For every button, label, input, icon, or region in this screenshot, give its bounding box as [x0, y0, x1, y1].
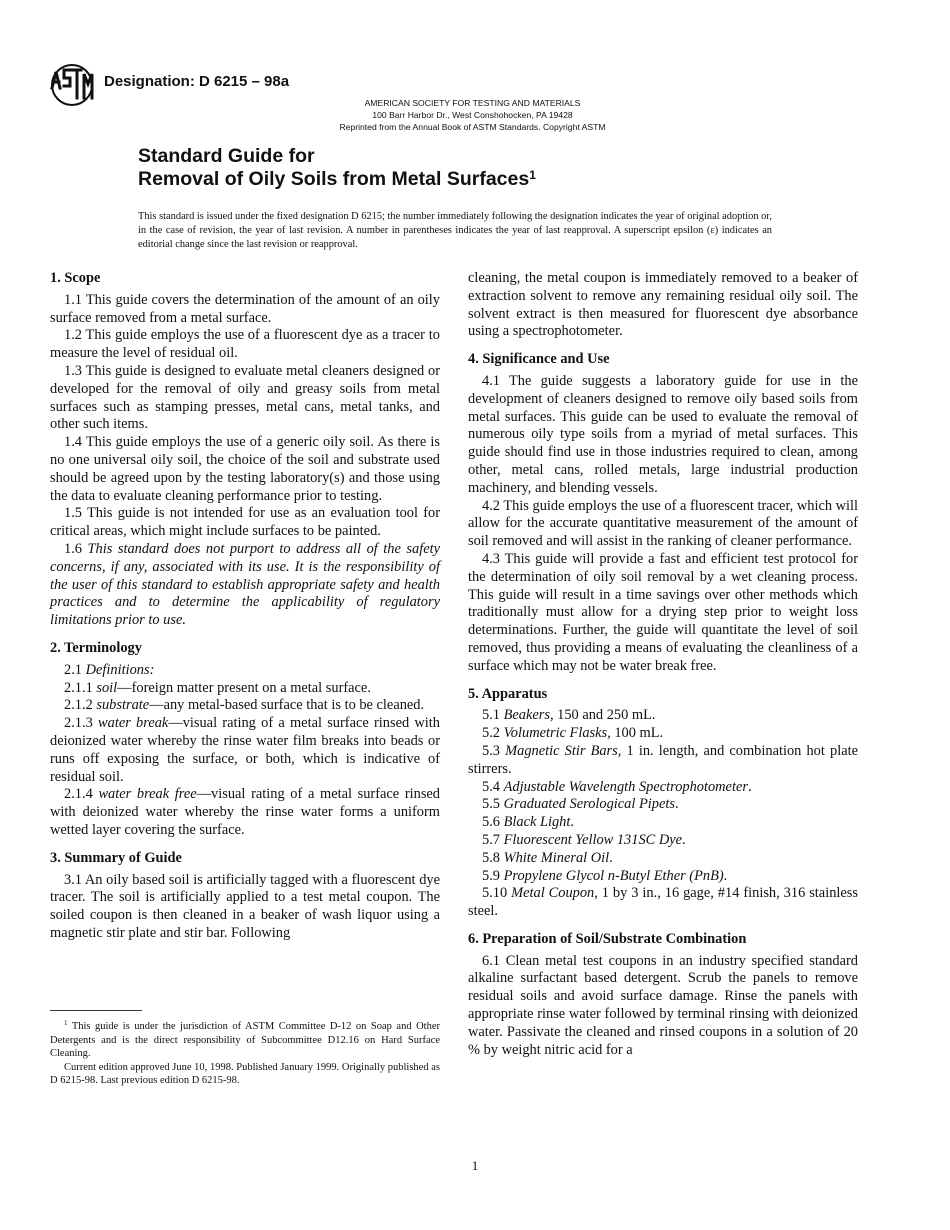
apparatus-item	[468, 725, 858, 743]
clause-number: 2.1.1	[64, 679, 93, 696]
clause-number: 2.1.4	[64, 786, 93, 803]
clause-number: 2.1	[64, 661, 82, 678]
definition	[50, 680, 440, 698]
clause-number: 5.4	[482, 778, 500, 795]
paragraph: 4.2 This guide employs the use of a fluorescent tracer, which will allow for the accurate quantitative measurement of the amount of soil removed and will assist in the ranking of cleaner performance.	[468, 497, 859, 550]
title-footnote-mark: 1	[529, 168, 536, 182]
footnote	[50, 1020, 440, 1061]
apparatus-detail: .	[723, 867, 728, 884]
clause-number: 2.1.2	[64, 697, 93, 714]
paragraph: 1.4 This guide employs the use of a generic oily soil. As there is no one universal oily soil, the choice of the soil and substrate used should be agreed upon by the testing laboratory(s) and those using the data to evaluate cleaning performance prior to testing.	[50, 434, 440, 504]
publisher-line: Reprinted from the Annual Book of ASTM Standards. Copyright ASTM	[339, 122, 606, 132]
section-heading: 4. Significance and Use	[468, 351, 610, 368]
clause-number: 5.3	[482, 742, 500, 759]
term: substrate	[96, 697, 150, 714]
apparatus-item	[468, 814, 858, 832]
apparatus-item	[468, 868, 858, 886]
clause-number: 5.8	[482, 849, 500, 866]
section-apparatus	[468, 686, 858, 921]
safety-caveat: This standard does not purport to address all of the safety concerns, if any, associated with its use. It is the responsibility of the user of this standard to establish appropriate safety and health practices and to determine the applicability of regulatory limitations prior to use.	[50, 540, 440, 629]
term: water break free	[98, 786, 197, 803]
page-number: 1	[471, 1158, 479, 1173]
footnote-divider	[50, 1010, 142, 1011]
clause-number: 5.6	[482, 814, 500, 831]
publisher-line: AMERICAN SOCIETY FOR TESTING AND MATERIALS	[364, 98, 581, 108]
section-preparation	[468, 931, 858, 1060]
apparatus-item	[468, 707, 858, 725]
section-heading: 3. Summary of Guide	[50, 849, 182, 866]
paragraph: 3.1 An oily based soil is artificially tagged with a fluorescent dye tracer. The soil is artificially applied to a test metal coupon. The soiled coupon is then cleaned in a beaker of wash liquor using a magnetic stir plate and stir bar. Following	[50, 871, 440, 941]
title-line-1: Standard Guide for	[138, 145, 315, 167]
publisher-info	[240, 97, 705, 133]
term-definition: —visual rating of a metal surface rinsed with deionized water whereby the rinse water forms a uniform wetted layer covering the surface.	[50, 786, 441, 838]
footnote: Current edition approved June 10, 1998. Published January 1999. Originally published as D 6215-98. Last previous edition D 6215-98.	[50, 1061, 440, 1087]
apparatus-detail: .	[747, 778, 752, 795]
definition	[50, 786, 440, 839]
definitions-label: Definitions:	[85, 661, 155, 678]
section-scope	[50, 270, 440, 630]
paragraph: cleaning, the metal coupon is immediately removed to a beaker of extraction solvent to remove any remaining residual oily soil. The solvent extract is then measured for fluorescent dye absorbance using a spectrophotometer.	[468, 270, 858, 340]
clause-number: 5.9	[482, 867, 500, 884]
apparatus-item	[468, 832, 858, 850]
paragraph: 6.1 Clean metal test coupons in an industry specified standard alkaline surfactant based detergent. Scrub the panels to remove residual soils and avoid surface damage. Rinse the panels with appropriate rinse water followed by terminal rinsing with deionized water. Passivate the cleaned and rinsed coupons in a solution of 20 % by weight nitric acid for a	[468, 952, 858, 1058]
term: water break	[98, 715, 169, 732]
term-definition: —any metal-based surface that is to be cleaned.	[149, 697, 425, 714]
apparatus-name: Adjustable Wavelength Spectrophotometer	[503, 778, 748, 795]
apparatus-item	[468, 779, 858, 797]
paragraph: 1.1 This guide covers the determination of the amount of an oily surface removed from a metal surface.	[50, 291, 440, 326]
apparatus-detail: , 150 and 250 mL.	[549, 707, 656, 724]
apparatus-detail: , 100 mL.	[607, 725, 664, 742]
definition	[50, 715, 440, 786]
designation: Designation: D 6215 – 98a	[104, 73, 290, 90]
footnote-mark: 1	[64, 1019, 68, 1027]
section-heading: 5. Apparatus	[468, 685, 548, 702]
standard-notice: This standard is issued under the fixed designation D 6215; the number immediately following the designation indicates the year of original adoption or, in the case of revision, the year of last revision. A number in parentheses indicates the year of last reapproval. A superscript epsilon (ε) indicates an editorial change since the last revision or reapproval.	[138, 211, 772, 250]
summary-continuation	[468, 270, 858, 341]
paragraph: 4.1 The guide suggests a laboratory guide for use in the development of cleaners designed to remove oily based soils from metal surfaces. This guide can be used to evaluate the removal of numerous oily type soils from a myriad of metal surfaces. This guide should find use in those industries required to clean, among other, metal cans, rolled metals, large industrial production machinery, and blending vessels.	[468, 372, 858, 496]
clause-number: 5.2	[482, 725, 500, 742]
clause-number: 2.1.3	[64, 715, 93, 732]
right-column	[468, 270, 858, 1069]
clause-number: 5.1	[482, 707, 500, 724]
section-summary	[50, 850, 440, 943]
footnote-text: This guide is under the jurisdiction of ASTM Committee D-12 on Soap and Other Detergents and is the direct responsibility of Subcommittee D12.16 on Hard Surface Cleaning.	[50, 1021, 440, 1060]
left-column	[50, 270, 440, 953]
section-heading: 2. Terminology	[50, 639, 142, 656]
clause-number: 5.10	[482, 885, 508, 902]
definition	[50, 697, 440, 715]
apparatus-name: White Mineral Oil	[503, 849, 610, 866]
apparatus-name: Beakers	[503, 707, 550, 724]
term-definition: —visual rating of a metal surface rinsed with deionized water whereby the rinse water film breaks into beads or runs off exposing the surface, or both, which is indicative of residual soil.	[50, 715, 440, 785]
clause-number: 1.6	[64, 540, 82, 557]
apparatus-name: Black Light	[503, 814, 571, 831]
paragraph	[50, 541, 440, 630]
apparatus-item	[468, 796, 858, 814]
paragraph: 1.5 This guide is not intended for use as an evaluation tool for critical areas, which might include surfaces to be painted.	[50, 505, 440, 540]
clause-number: 5.5	[482, 796, 500, 813]
apparatus-detail: , 1 in. length, and combination hot plate stirrers.	[468, 742, 858, 777]
apparatus-item	[468, 743, 858, 779]
term-definition: —foreign matter present on a metal surface.	[117, 679, 371, 696]
title-line-2	[138, 168, 536, 191]
paragraph	[50, 662, 440, 680]
paragraph: 1.2 This guide employs the use of a fluorescent dye as a tracer to measure the level of residual oil.	[50, 327, 440, 362]
astm-logo	[48, 62, 96, 108]
publisher-line: 100 Barr Harbor Dr., West Conshohocken, PA 19428	[372, 110, 573, 120]
section-heading: 6. Preparation of Soil/Substrate Combination	[468, 930, 747, 947]
apparatus-name: Fluorescent Yellow 131SC Dye	[503, 831, 683, 848]
apparatus-name: Metal Coupon	[511, 885, 595, 902]
apparatus-name: Magnetic Stir Bars	[505, 742, 618, 759]
apparatus-item	[468, 850, 858, 868]
section-terminology	[50, 640, 440, 840]
section-significance	[468, 351, 858, 675]
paragraph: 4.3 This guide will provide a fast and efficient test protocol for the determination of oily soil removal by a wet cleaning process. This guide will result in a time savings over other methods which traditionally must allow for a drying step prior to weight loss determinations. Further, the guide will quantitate the level of soil removed, thus providing a means of evaluating the cleanliness of a surface which may not be water break free.	[468, 550, 858, 674]
section-heading: 1. Scope	[50, 270, 101, 286]
apparatus-name: Volumetric Flasks	[503, 725, 608, 742]
apparatus-detail: .	[609, 849, 613, 866]
apparatus-item	[468, 885, 858, 921]
apparatus-detail: .	[570, 814, 574, 831]
footnotes	[50, 1020, 440, 1088]
apparatus-name: Propylene Glycol n-Butyl Ether (PnB)	[503, 867, 724, 884]
apparatus-name: Graduated Serological Pipets	[503, 796, 675, 813]
page-title	[138, 145, 536, 191]
apparatus-detail: .	[682, 831, 686, 848]
paragraph: 1.3 This guide is designed to evaluate metal cleaners designed or developed for the removal of oily and greasy soils from metal surfaces such as stamping presses, metal cans, metal tanks, and other such items.	[50, 362, 440, 433]
apparatus-detail: .	[674, 796, 679, 813]
term: soil	[96, 679, 118, 696]
title-text: Removal of Oily Soils from Metal Surfaces	[138, 168, 530, 190]
clause-number: 5.7	[482, 831, 500, 848]
apparatus-detail: , 1 by 3 in., 16 gage, #14 finish, 316 stainless steel.	[468, 885, 858, 920]
